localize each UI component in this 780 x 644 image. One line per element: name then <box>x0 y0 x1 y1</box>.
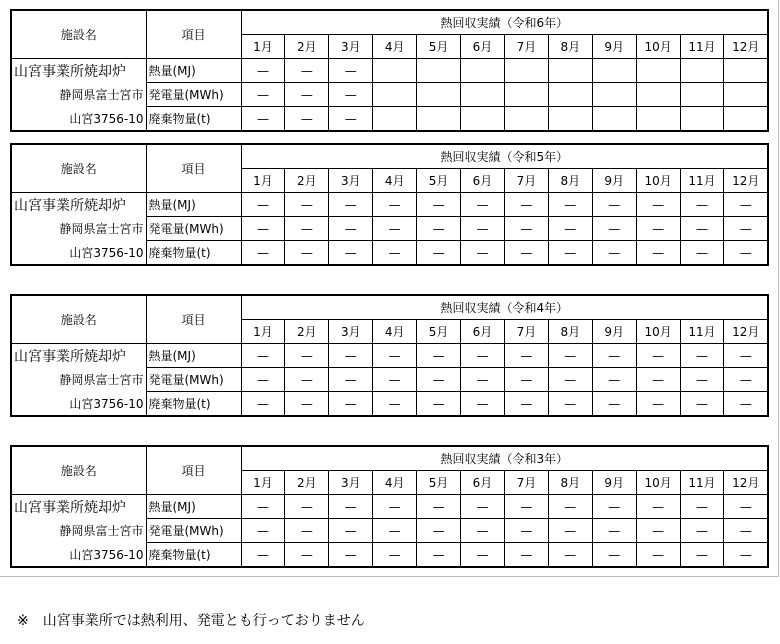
data-cell: — <box>241 107 285 132</box>
data-cell: — <box>241 543 285 568</box>
data-cell: — <box>724 241 768 266</box>
month-header: 2月 <box>285 169 329 193</box>
data-cell: — <box>285 344 329 368</box>
month-header: 4月 <box>373 320 417 344</box>
data-cell: — <box>329 59 373 83</box>
month-header: 6月 <box>461 35 505 59</box>
data-cell: — <box>417 392 461 417</box>
data-cell <box>680 59 724 83</box>
data-cell <box>461 83 505 107</box>
table-title: 熱回収実績（令和3年） <box>241 446 768 471</box>
table-row <box>11 519 768 543</box>
data-cell: — <box>329 193 373 217</box>
data-cell: — <box>592 519 636 543</box>
facility-location: 静岡県富士宮市 <box>11 368 146 392</box>
data-cell: — <box>592 217 636 241</box>
facility-location: 静岡県富士宮市 <box>11 217 146 241</box>
data-cell: — <box>548 241 592 266</box>
data-cell: — <box>636 392 680 417</box>
data-cell: — <box>417 217 461 241</box>
data-cell: — <box>680 495 724 519</box>
data-cell <box>373 59 417 83</box>
data-cell <box>724 59 768 83</box>
item-label: 発電量(MWh) <box>146 83 241 107</box>
data-cell: — <box>241 241 285 266</box>
month-header: 5月 <box>417 169 461 193</box>
data-cell: — <box>461 344 505 368</box>
data-cell: — <box>329 392 373 417</box>
table-row <box>11 107 768 132</box>
month-header: 9月 <box>592 35 636 59</box>
data-cell: — <box>373 543 417 568</box>
data-cell: — <box>636 193 680 217</box>
data-cell: — <box>461 217 505 241</box>
month-header: 3月 <box>329 471 373 495</box>
data-cell: — <box>636 344 680 368</box>
data-cell: — <box>504 543 548 568</box>
data-cell: — <box>461 241 505 266</box>
recovery-table <box>10 294 769 417</box>
data-cell: — <box>504 344 548 368</box>
month-header: 10月 <box>636 169 680 193</box>
data-cell: — <box>329 368 373 392</box>
data-cell: — <box>636 543 680 568</box>
month-header: 7月 <box>504 320 548 344</box>
data-cell <box>504 59 548 83</box>
month-header: 12月 <box>724 35 768 59</box>
item-header: 項目 <box>146 144 241 193</box>
data-cell: — <box>636 368 680 392</box>
data-cell: — <box>373 344 417 368</box>
data-cell <box>592 59 636 83</box>
table-row <box>11 59 768 83</box>
data-cell: — <box>329 344 373 368</box>
month-header: 11月 <box>680 35 724 59</box>
data-cell: — <box>417 519 461 543</box>
month-header: 3月 <box>329 35 373 59</box>
data-cell <box>680 83 724 107</box>
data-cell <box>548 107 592 132</box>
data-cell: — <box>504 392 548 417</box>
month-header: 9月 <box>592 320 636 344</box>
data-cell: — <box>285 241 329 266</box>
data-cell: — <box>724 543 768 568</box>
data-cell: — <box>329 107 373 132</box>
data-cell: — <box>329 83 373 107</box>
data-cell: — <box>285 368 329 392</box>
data-cell <box>636 107 680 132</box>
data-cell: — <box>504 241 548 266</box>
data-cell <box>636 59 680 83</box>
facility-address: 山宮3756-10 <box>11 543 146 568</box>
footnote: ※ 山宮事業所では熱利用、発電とも行っておりません <box>17 613 365 629</box>
table-row <box>11 344 768 368</box>
data-cell: — <box>680 368 724 392</box>
data-cell: — <box>241 495 285 519</box>
data-cell: — <box>504 519 548 543</box>
month-header: 8月 <box>548 35 592 59</box>
data-cell: — <box>285 543 329 568</box>
data-cell: — <box>461 193 505 217</box>
month-header: 11月 <box>680 320 724 344</box>
data-cell <box>548 83 592 107</box>
data-cell: — <box>417 543 461 568</box>
recovery-table <box>10 143 769 266</box>
data-cell <box>373 107 417 132</box>
month-header: 7月 <box>504 35 548 59</box>
data-cell <box>636 83 680 107</box>
month-header: 5月 <box>417 320 461 344</box>
facility-name: 山宮事業所焼却炉 <box>11 495 146 519</box>
facility-header: 施設名 <box>11 446 146 495</box>
data-cell: — <box>241 519 285 543</box>
month-header: 1月 <box>241 35 285 59</box>
data-cell <box>417 107 461 132</box>
data-cell: — <box>417 495 461 519</box>
data-cell: — <box>329 241 373 266</box>
month-header: 1月 <box>241 471 285 495</box>
table-row <box>11 193 768 217</box>
month-header: 4月 <box>373 35 417 59</box>
data-cell: — <box>680 392 724 417</box>
month-header: 11月 <box>680 471 724 495</box>
month-header: 9月 <box>592 471 636 495</box>
data-cell: — <box>373 193 417 217</box>
table-title: 熱回収実績（令和4年） <box>241 295 768 320</box>
data-cell: — <box>680 519 724 543</box>
data-cell: — <box>680 193 724 217</box>
data-cell: — <box>592 392 636 417</box>
data-cell: — <box>329 495 373 519</box>
facility-header: 施設名 <box>11 10 146 59</box>
item-label: 発電量(MWh) <box>146 217 241 241</box>
month-header: 6月 <box>461 320 505 344</box>
item-label: 廃棄物量(t) <box>146 241 241 266</box>
facility-address: 山宮3756-10 <box>11 241 146 266</box>
month-header: 5月 <box>417 35 461 59</box>
data-cell: — <box>724 217 768 241</box>
data-cell: — <box>285 107 329 132</box>
data-cell <box>461 107 505 132</box>
data-cell: — <box>592 543 636 568</box>
data-cell: — <box>680 344 724 368</box>
data-cell: — <box>285 392 329 417</box>
facility-header: 施設名 <box>11 144 146 193</box>
data-cell <box>417 59 461 83</box>
facility-name: 山宮事業所焼却炉 <box>11 59 146 83</box>
data-cell: — <box>680 217 724 241</box>
data-cell: — <box>241 217 285 241</box>
data-cell: — <box>285 193 329 217</box>
data-cell: — <box>329 543 373 568</box>
data-cell: — <box>680 543 724 568</box>
data-cell: — <box>548 519 592 543</box>
data-cell: — <box>504 217 548 241</box>
data-cell: — <box>285 519 329 543</box>
item-header: 項目 <box>146 10 241 59</box>
recovery-table <box>10 445 769 568</box>
item-label: 熱量(MJ) <box>146 495 241 519</box>
month-header: 8月 <box>548 169 592 193</box>
data-cell: — <box>592 193 636 217</box>
data-cell: — <box>680 241 724 266</box>
data-cell: — <box>636 495 680 519</box>
data-cell <box>504 83 548 107</box>
data-cell: — <box>592 495 636 519</box>
month-header: 1月 <box>241 169 285 193</box>
item-header: 項目 <box>146 295 241 344</box>
item-header: 項目 <box>146 446 241 495</box>
data-cell <box>724 83 768 107</box>
month-header: 6月 <box>461 169 505 193</box>
data-cell: — <box>504 193 548 217</box>
month-header: 10月 <box>636 471 680 495</box>
data-cell: — <box>548 344 592 368</box>
data-cell: — <box>724 344 768 368</box>
item-label: 熱量(MJ) <box>146 193 241 217</box>
data-cell: — <box>592 344 636 368</box>
data-cell <box>724 107 768 132</box>
data-cell: — <box>548 543 592 568</box>
data-cell: — <box>548 193 592 217</box>
facility-header: 施設名 <box>11 295 146 344</box>
facility-location: 静岡県富士宮市 <box>11 83 146 107</box>
month-header: 7月 <box>504 169 548 193</box>
item-label: 廃棄物量(t) <box>146 543 241 568</box>
data-cell: — <box>241 368 285 392</box>
data-cell: — <box>285 83 329 107</box>
data-cell: — <box>504 368 548 392</box>
table-row <box>11 543 768 568</box>
table-title: 熱回収実績（令和6年） <box>241 10 768 35</box>
data-cell: — <box>241 392 285 417</box>
table-row <box>11 368 768 392</box>
month-header: 4月 <box>373 169 417 193</box>
data-cell: — <box>373 392 417 417</box>
data-cell <box>548 59 592 83</box>
data-cell: — <box>373 217 417 241</box>
data-cell: — <box>417 368 461 392</box>
data-cell: — <box>461 368 505 392</box>
month-header: 10月 <box>636 35 680 59</box>
data-cell: — <box>548 495 592 519</box>
data-cell: — <box>373 519 417 543</box>
month-header: 7月 <box>504 471 548 495</box>
item-label: 廃棄物量(t) <box>146 392 241 417</box>
data-cell: — <box>417 344 461 368</box>
month-header: 12月 <box>724 169 768 193</box>
recovery-table <box>10 9 769 132</box>
month-header: 12月 <box>724 320 768 344</box>
data-cell: — <box>285 59 329 83</box>
data-cell: — <box>724 392 768 417</box>
data-cell: — <box>724 193 768 217</box>
data-cell <box>417 83 461 107</box>
data-cell: — <box>636 241 680 266</box>
data-cell: — <box>285 217 329 241</box>
month-header: 11月 <box>680 169 724 193</box>
data-cell: — <box>461 543 505 568</box>
data-cell <box>592 107 636 132</box>
month-header: 1月 <box>241 320 285 344</box>
data-cell: — <box>724 519 768 543</box>
data-cell: — <box>373 368 417 392</box>
data-cell: — <box>241 193 285 217</box>
item-label: 熱量(MJ) <box>146 59 241 83</box>
table-row <box>11 495 768 519</box>
facility-location: 静岡県富士宮市 <box>11 519 146 543</box>
month-header: 5月 <box>417 471 461 495</box>
table-row <box>11 392 768 417</box>
month-header: 3月 <box>329 320 373 344</box>
data-cell: — <box>241 59 285 83</box>
data-cell <box>504 107 548 132</box>
data-cell: — <box>373 495 417 519</box>
data-cell: — <box>285 495 329 519</box>
data-cell: — <box>548 392 592 417</box>
item-label: 発電量(MWh) <box>146 519 241 543</box>
data-cell <box>592 83 636 107</box>
month-header: 2月 <box>285 35 329 59</box>
data-cell <box>461 59 505 83</box>
data-cell: — <box>724 368 768 392</box>
data-cell: — <box>592 368 636 392</box>
item-label: 熱量(MJ) <box>146 344 241 368</box>
month-header: 3月 <box>329 169 373 193</box>
facility-name: 山宮事業所焼却炉 <box>11 344 146 368</box>
data-cell: — <box>461 519 505 543</box>
data-cell: — <box>329 519 373 543</box>
data-cell: — <box>592 241 636 266</box>
data-cell: — <box>241 344 285 368</box>
month-header: 6月 <box>461 471 505 495</box>
data-cell: — <box>417 241 461 266</box>
month-header: 8月 <box>548 320 592 344</box>
data-cell: — <box>548 368 592 392</box>
month-header: 2月 <box>285 320 329 344</box>
data-cell <box>680 107 724 132</box>
data-cell: — <box>636 519 680 543</box>
data-cell: — <box>461 392 505 417</box>
table-row <box>11 241 768 266</box>
data-cell: — <box>329 217 373 241</box>
data-cell: — <box>373 241 417 266</box>
item-label: 発電量(MWh) <box>146 368 241 392</box>
facility-address: 山宮3756-10 <box>11 392 146 417</box>
facility-address: 山宮3756-10 <box>11 107 146 132</box>
data-cell: — <box>241 83 285 107</box>
table-row <box>11 217 768 241</box>
data-cell: — <box>636 217 680 241</box>
data-cell: — <box>417 193 461 217</box>
data-cell: — <box>724 495 768 519</box>
item-label: 廃棄物量(t) <box>146 107 241 132</box>
month-header: 12月 <box>724 471 768 495</box>
table-title: 熱回収実績（令和5年） <box>241 144 768 169</box>
table-row <box>11 83 768 107</box>
month-header: 8月 <box>548 471 592 495</box>
month-header: 4月 <box>373 471 417 495</box>
data-cell: — <box>461 495 505 519</box>
data-cell: — <box>548 217 592 241</box>
data-cell <box>373 83 417 107</box>
facility-name: 山宮事業所焼却炉 <box>11 193 146 217</box>
data-cell: — <box>504 495 548 519</box>
month-header: 2月 <box>285 471 329 495</box>
month-header: 9月 <box>592 169 636 193</box>
month-header: 10月 <box>636 320 680 344</box>
